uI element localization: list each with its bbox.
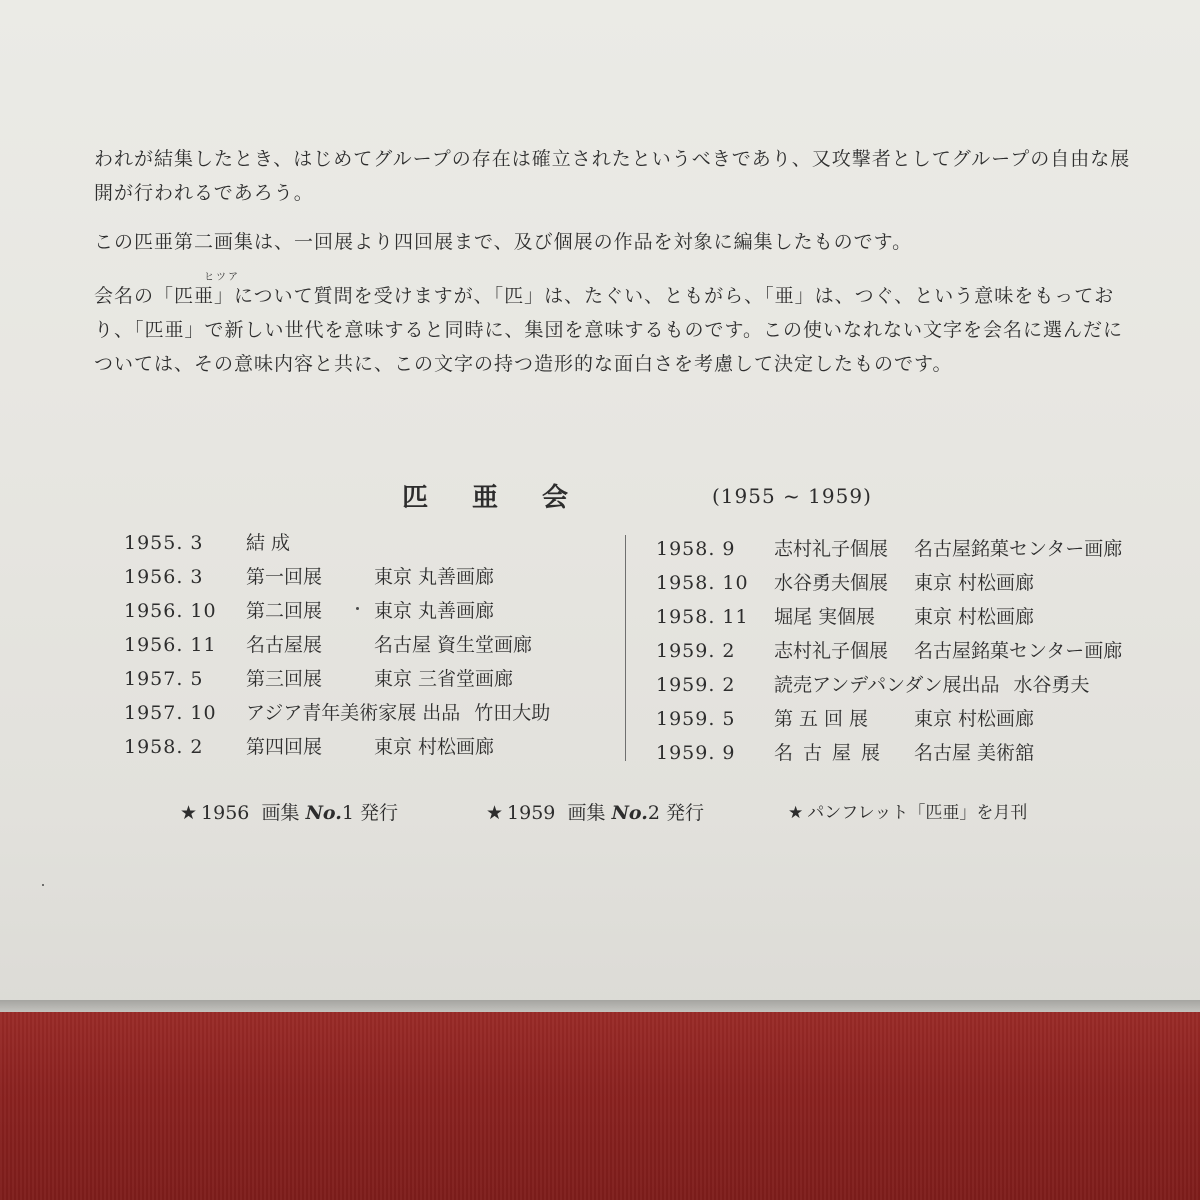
footnote-label: 画集 xyxy=(567,802,606,824)
group-title: 匹亜会 xyxy=(402,483,613,513)
history-place: 名古屋 資生堂画廊 xyxy=(374,634,533,656)
history-date: 1959. 2 xyxy=(656,674,736,696)
history-place: 名古屋銘菓センター画廊 xyxy=(914,538,1123,560)
history-row xyxy=(124,562,550,596)
paper-speck xyxy=(356,607,359,610)
history-place: 竹田大助 xyxy=(474,702,551,724)
history-date: 1959. 2 xyxy=(656,640,736,662)
group-years: (1955 ~ 1959) xyxy=(712,484,872,508)
history-event: アジア青年美術家展 出品 xyxy=(246,702,461,724)
footnote-year: 1956 xyxy=(201,802,250,824)
history-date: 1958. 2 xyxy=(124,736,204,758)
history-event: 第二回展 xyxy=(246,600,323,622)
history-row xyxy=(124,596,550,630)
history-row xyxy=(656,636,1122,670)
history-event: 第四回展 xyxy=(246,736,323,758)
red-cloth-background xyxy=(0,1012,1200,1200)
footnote-number: 2 xyxy=(647,802,660,824)
footnote-number: 1 xyxy=(341,802,354,824)
intro-paragraph-3: 会名の「匹亜」について質問を受けますが、「匹」は、たぐい、ともがら、「亜」は、つぐ、という意味をもってお り、「匹亜」で新しい世代を意味すると同時に、集団を意味するものです。この使いなれない文字を会名に選んだに ついては、その意味内容と共に、この文字の持つ造形的な面白さを考慮して決定したものです。 xyxy=(94,285,1123,375)
star-icon: ★ xyxy=(788,803,804,823)
history-date: 1957. 10 xyxy=(124,702,217,724)
intro-paragraph-1: われが結集したとき、はじめてグループの存在は確立されたというべきであり、又攻撃者としてグループの自由な展 開が行われるであろう。 xyxy=(94,148,1131,204)
history-event: 読売アンデパンダン展出品 xyxy=(774,674,1000,696)
history-place: 東京 丸善画廊 xyxy=(374,600,495,622)
history-row xyxy=(124,732,550,766)
history-date: 1959. 5 xyxy=(656,708,736,730)
history-list-right xyxy=(656,534,1122,772)
history-row xyxy=(656,602,1122,636)
footnote-text: パンフレット「匹亜」を月刊 xyxy=(807,803,1028,823)
history-place: 東京 村松画廊 xyxy=(914,572,1035,594)
history-row xyxy=(124,630,550,664)
history-event: 志村礼子個展 xyxy=(774,640,889,662)
footnote-2 xyxy=(486,798,704,825)
history-date: 1958. 11 xyxy=(656,606,749,628)
star-icon: ★ xyxy=(180,802,198,824)
history-event: 名古屋展 xyxy=(774,742,891,764)
paper-speck xyxy=(42,884,44,886)
history-date: 1955. 3 xyxy=(124,532,204,554)
history-date: 1959. 9 xyxy=(656,742,736,764)
history-event: 第一回展 xyxy=(246,566,323,588)
history-row xyxy=(656,704,1122,738)
history-date: 1956. 3 xyxy=(124,566,204,588)
star-icon: ★ xyxy=(486,802,504,824)
history-event: 志村礼子個展 xyxy=(774,538,889,560)
history-place: 水谷勇夫 xyxy=(1013,674,1090,696)
footnote-label: 画集 xyxy=(261,802,300,824)
history-event: 堀尾 実個展 xyxy=(774,606,876,628)
history-date: 1956. 11 xyxy=(124,634,217,656)
history-row xyxy=(656,568,1122,602)
history-event: 第五回展 xyxy=(774,708,875,730)
footnote-1 xyxy=(180,798,398,825)
footnote-no: No. xyxy=(611,802,648,824)
footnote-year: 1959 xyxy=(507,802,556,824)
history-date: 1956. 10 xyxy=(124,600,217,622)
footnote-suffix: 発行 xyxy=(360,802,399,824)
history-event: 第三回展 xyxy=(246,668,323,690)
history-place: 東京 丸善画廊 xyxy=(374,566,495,588)
intro-paragraph-2: この匹亜第二画集は、一回展より四回展まで、及び個展の作品を対象に編集したものです。 xyxy=(94,231,913,253)
history-event: 名古屋展 xyxy=(246,634,323,656)
footnote-3 xyxy=(788,798,1027,823)
footnote-suffix: 発行 xyxy=(666,802,705,824)
history-row xyxy=(656,534,1122,568)
history-date: 1957. 5 xyxy=(124,668,204,690)
ruby-reading: ヒツア xyxy=(204,272,240,283)
history-row xyxy=(124,698,550,732)
history-row xyxy=(124,664,550,698)
history-place: 名古屋銘菓センター画廊 xyxy=(914,640,1123,662)
history-place: 東京 村松画廊 xyxy=(914,606,1035,628)
history-row xyxy=(656,670,1122,704)
history-event: 結 成 xyxy=(246,532,291,554)
history-place: 名古屋 美術舘 xyxy=(914,742,1035,764)
history-event: 水谷勇夫個展 xyxy=(774,572,889,594)
history-place: 東京 村松画廊 xyxy=(374,736,495,758)
history-date: 1958. 9 xyxy=(656,538,736,560)
history-place: 東京 三省堂画廊 xyxy=(374,668,514,690)
history-row xyxy=(124,528,550,562)
footnote-no: No. xyxy=(305,802,342,824)
history-list-left xyxy=(124,528,550,766)
column-divider xyxy=(625,535,626,761)
history-place: 東京 村松画廊 xyxy=(914,708,1035,730)
history-row xyxy=(656,738,1122,772)
history-date: 1958. 10 xyxy=(656,572,749,594)
